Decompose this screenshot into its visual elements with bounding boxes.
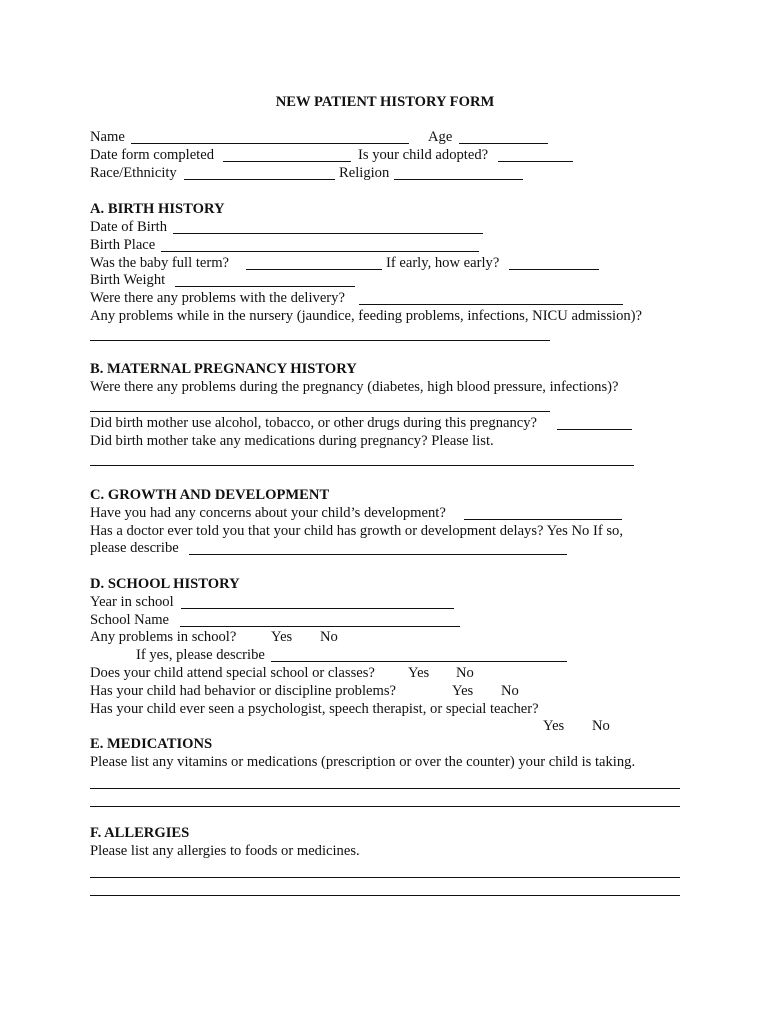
specialist-yes[interactable]: Yes [543,718,565,734]
growth-heading: C. GROWTH AND DEVELOPMENT [90,487,330,503]
pregnancy-problems-field[interactable] [90,411,550,412]
medications-field-2[interactable] [90,806,680,807]
form-title: NEW PATIENT HISTORY FORM [275,94,495,110]
allergies-prompt: Please list any allergies to foods or medicines. [90,843,360,859]
nursery-problems-label: Any problems while in the nursery (jaundice, feeding problems, infections, NICU admission)? [90,308,643,324]
behavior-problems-no[interactable]: No [501,683,519,699]
full-term-label: Was the baby full term? [90,255,230,271]
medications-heading: E. MEDICATIONS [90,736,213,752]
substances-field[interactable] [557,429,632,430]
growth-delays-describe-field[interactable] [189,554,567,555]
year-in-school-label: Year in school [90,594,174,610]
medications-prompt: Please list any vitamins or medications (prescription or over the counter) your child is taking. [90,754,636,770]
behavior-problems-yes[interactable]: Yes [452,683,474,699]
name-label: Name [90,129,125,145]
dob-label: Date of Birth [90,219,168,235]
substances-label: Did birth mother use alcohol, tobacco, or other drugs during this pregnancy? [90,415,538,431]
allergies-field-1[interactable] [90,877,680,878]
how-early-field[interactable] [509,269,599,270]
school-problems-describe-field[interactable] [271,661,567,662]
religion-label: Religion [339,165,390,181]
birth-weight-label: Birth Weight [90,272,166,288]
school-problems-yes[interactable]: Yes [271,629,293,645]
medications-field-1[interactable] [90,788,680,789]
school-name-field[interactable] [180,626,460,627]
adopted-label: Is your child adopted? [358,147,489,163]
how-early-label: If early, how early? [386,255,500,271]
school-problems-no[interactable]: No [320,629,338,645]
maternal-history-heading: B. MATERNAL PREGNANCY HISTORY [90,361,357,377]
development-concerns-field[interactable] [464,519,622,520]
race-label: Race/Ethnicity [90,165,177,181]
growth-delays-label: Has a doctor ever told you that your child has growth or development delays? Yes No If so, [90,523,623,539]
age-label: Age [428,129,453,145]
dob-field[interactable] [173,233,483,234]
birth-place-field[interactable] [161,251,479,252]
special-school-label: Does your child attend special school or classes? [90,665,375,681]
age-field[interactable] [459,143,548,144]
nursery-problems-field[interactable] [90,340,550,341]
year-in-school-field[interactable] [181,608,454,609]
allergies-heading: F. ALLERGIES [90,825,190,841]
delivery-problems-label: Were there any problems with the delivery? [90,290,345,306]
date-completed-field[interactable] [223,161,351,162]
development-concerns-label: Have you had any concerns about your child’s development? [90,505,446,521]
birth-weight-field[interactable] [175,286,355,287]
pregnancy-problems-label: Were there any problems during the pregnancy (diabetes, high blood pressure, infections)? [90,379,619,395]
date-completed-label: Date form completed [90,147,214,163]
specialist-no[interactable]: No [592,718,610,734]
allergies-field-2[interactable] [90,895,680,896]
adopted-field[interactable] [498,161,573,162]
birth-history-heading: A. BIRTH HISTORY [90,201,225,217]
pregnancy-medications-field[interactable] [90,465,634,466]
school-name-label: School Name [90,612,170,628]
behavior-problems-label: Has your child had behavior or discipline problems? [90,683,396,699]
name-field[interactable] [131,143,409,144]
delivery-problems-field[interactable] [359,304,623,305]
special-school-yes[interactable]: Yes [408,665,430,681]
specialist-label: Has your child ever seen a psychologist, speech therapist, or special teacher? [90,701,539,717]
full-term-field[interactable] [246,269,382,270]
pregnancy-medications-label: Did birth mother take any medications during pregnancy? Please list. [90,433,494,449]
birth-place-label: Birth Place [90,237,156,253]
school-history-heading: D. SCHOOL HISTORY [90,576,240,592]
describe-label: please describe [90,540,179,556]
school-problems-label: Any problems in school? [90,629,237,645]
religion-field[interactable] [394,179,523,180]
race-field[interactable] [184,179,335,180]
if-yes-describe-label: If yes, please describe [136,647,265,663]
special-school-no[interactable]: No [456,665,474,681]
